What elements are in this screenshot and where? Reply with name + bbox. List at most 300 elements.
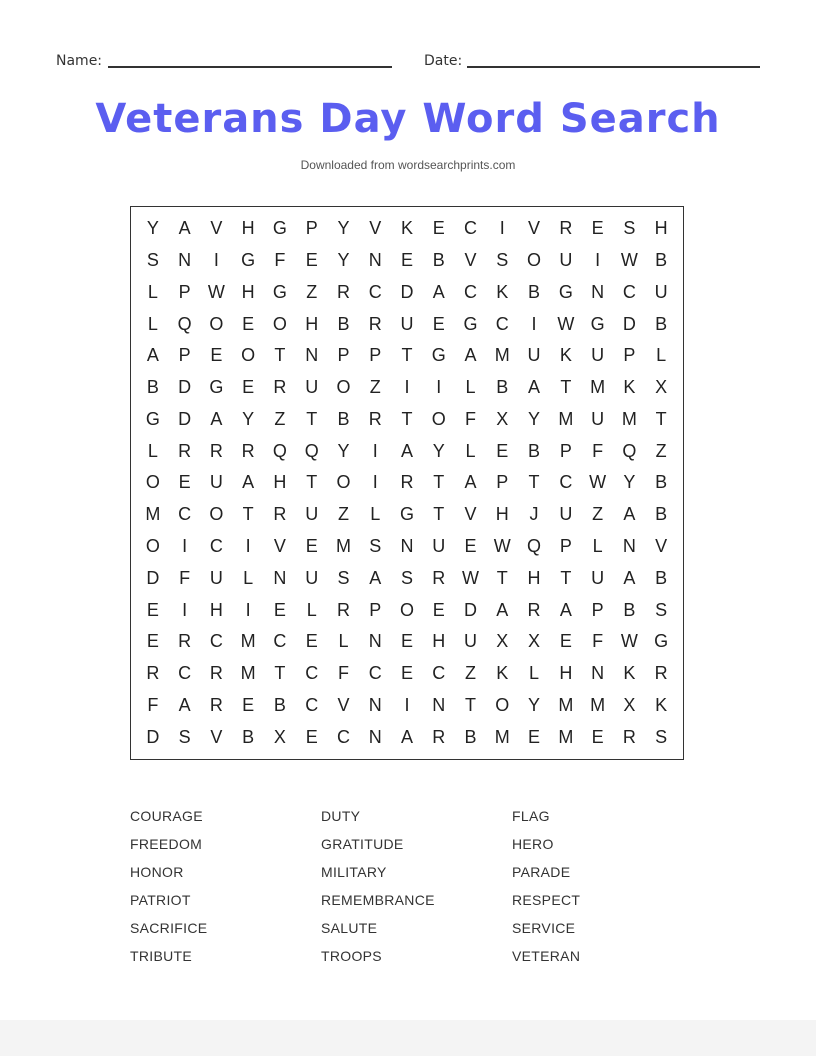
grid-letter[interactable]: T — [433, 472, 445, 493]
grid-letter[interactable]: B — [623, 599, 636, 620]
grid-letter[interactable]: M — [558, 726, 574, 747]
grid-letter[interactable]: K — [496, 663, 509, 684]
grid-letter[interactable]: U — [305, 504, 319, 525]
grid-letter[interactable]: S — [178, 726, 191, 747]
grid-letter[interactable]: E — [591, 726, 604, 747]
grid-letter[interactable]: R — [400, 472, 414, 493]
grid-letter[interactable]: E — [178, 472, 191, 493]
grid-letter[interactable]: L — [147, 440, 158, 461]
grid-letter[interactable]: C — [178, 504, 192, 525]
grid-letter[interactable]: U — [559, 504, 573, 525]
grid-letter[interactable]: S — [655, 726, 668, 747]
grid-letter[interactable]: B — [337, 313, 350, 334]
grid-letter[interactable]: B — [146, 377, 159, 398]
grid-letter[interactable]: C — [464, 281, 478, 302]
grid-letter[interactable]: P — [178, 281, 191, 302]
grid-letter[interactable]: S — [146, 250, 159, 271]
grid-letter[interactable]: D — [178, 408, 192, 429]
grid-letter[interactable]: A — [464, 472, 477, 493]
grid-letter[interactable]: M — [145, 504, 161, 525]
grid-letter[interactable]: Y — [337, 440, 350, 461]
grid-letter[interactable]: U — [305, 377, 319, 398]
grid-letter[interactable]: F — [592, 631, 604, 652]
grid-letter[interactable]: V — [528, 218, 541, 239]
grid-letter[interactable]: X — [496, 408, 509, 429]
name-label: Name: — [56, 53, 103, 69]
grid-letter[interactable]: I — [245, 599, 251, 620]
grid-letter[interactable]: U — [591, 567, 605, 588]
grid-letter[interactable]: U — [400, 313, 414, 334]
grid-letter[interactable]: M — [590, 694, 606, 715]
grid-letter[interactable]: S — [496, 250, 509, 271]
grid-letter[interactable]: R — [432, 726, 446, 747]
grid-letter[interactable]: E — [146, 631, 159, 652]
grid-letter[interactable]: W — [620, 250, 638, 271]
grid-letter[interactable]: O — [431, 408, 446, 429]
grid-letter[interactable]: L — [243, 567, 254, 588]
grid-letter[interactable]: B — [528, 440, 541, 461]
grid-letter[interactable]: R — [336, 599, 350, 620]
grid-letter[interactable]: R — [241, 440, 255, 461]
grid-letter[interactable]: C — [273, 631, 287, 652]
grid-letter[interactable]: G — [399, 504, 414, 525]
grid-letter[interactable]: N — [273, 567, 287, 588]
grid-letter[interactable]: R — [368, 313, 382, 334]
grid-letter[interactable]: E — [305, 536, 318, 557]
grid-letter[interactable]: G — [431, 345, 446, 366]
grid-letter[interactable]: R — [178, 440, 192, 461]
grid-letter[interactable]: M — [590, 377, 606, 398]
grid-letter[interactable]: X — [496, 631, 509, 652]
grid-letter[interactable]: K — [623, 377, 636, 398]
grid-letter[interactable]: O — [145, 472, 160, 493]
grid-letter[interactable]: B — [337, 408, 350, 429]
grid-letter[interactable]: G — [209, 377, 224, 398]
grid-letter[interactable]: Z — [592, 504, 604, 525]
grid-letter[interactable]: U — [432, 536, 446, 557]
grid-letter[interactable]: Z — [655, 440, 667, 461]
grid-letter[interactable]: Y — [337, 250, 350, 271]
grid-letter[interactable]: A — [146, 345, 159, 366]
grid-letter[interactable]: T — [433, 504, 445, 525]
grid-letter[interactable]: Z — [369, 377, 381, 398]
grid-letter[interactable]: P — [559, 536, 572, 557]
grid-letter[interactable]: N — [432, 694, 446, 715]
grid-letter[interactable]: C — [368, 281, 382, 302]
word-item: COURAGE — [130, 808, 203, 824]
grid-letter[interactable]: O — [209, 313, 224, 334]
grid-letter[interactable]: B — [655, 472, 668, 493]
grid-letter[interactable]: S — [623, 218, 636, 239]
grid-letter[interactable]: A — [400, 440, 413, 461]
grid-letter[interactable]: R — [209, 694, 223, 715]
grid-letter[interactable]: I — [531, 313, 537, 334]
grid-letter[interactable]: P — [178, 345, 191, 366]
grid-letter[interactable]: Y — [432, 440, 445, 461]
grid-letter[interactable]: V — [210, 218, 223, 239]
grid-letter[interactable]: K — [496, 281, 509, 302]
grid-letter[interactable]: T — [528, 472, 540, 493]
grid-letter[interactable]: A — [242, 472, 255, 493]
grid-letter[interactable]: R — [368, 408, 382, 429]
grid-letter[interactable]: F — [274, 250, 286, 271]
grid-letter[interactable]: W — [557, 313, 575, 334]
grid-letter[interactable]: S — [369, 536, 382, 557]
grid-letter[interactable]: B — [528, 281, 541, 302]
grid-letter[interactable]: L — [147, 281, 158, 302]
grid-letter[interactable]: N — [400, 536, 414, 557]
grid-letter[interactable]: L — [465, 440, 476, 461]
grid-letter[interactable]: C — [178, 663, 192, 684]
grid-letter[interactable]: P — [591, 599, 604, 620]
grid-letter[interactable]: C — [464, 218, 478, 239]
grid-letter[interactable]: C — [559, 472, 573, 493]
grid-letter[interactable]: E — [432, 599, 445, 620]
grid-letter[interactable]: B — [273, 694, 286, 715]
grid-letter[interactable]: O — [495, 694, 510, 715]
grid-letter[interactable]: L — [338, 631, 349, 652]
grid-letter[interactable]: B — [242, 726, 255, 747]
grid-letter[interactable]: I — [182, 599, 188, 620]
grid-letter[interactable]: O — [336, 377, 351, 398]
grid-letter[interactable]: R — [178, 631, 192, 652]
grid-letter[interactable]: K — [400, 218, 413, 239]
grid-letter[interactable]: P — [369, 345, 382, 366]
grid-letter[interactable]: E — [210, 345, 223, 366]
grid-letter[interactable]: P — [305, 218, 318, 239]
grid-letter[interactable]: I — [595, 250, 601, 271]
grid-letter[interactable]: B — [655, 567, 668, 588]
word-item: FREEDOM — [130, 836, 203, 852]
grid-letter[interactable]: W — [493, 536, 511, 557]
grid-letter[interactable]: C — [336, 726, 350, 747]
date-field[interactable] — [467, 66, 760, 68]
grid-letter[interactable]: F — [147, 694, 159, 715]
grid-letter[interactable]: A — [432, 281, 445, 302]
grid-letter[interactable]: C — [432, 663, 446, 684]
grid-letter[interactable]: Q — [177, 313, 192, 334]
grid-letter[interactable]: G — [558, 281, 573, 302]
grid-letter[interactable]: V — [464, 504, 477, 525]
grid-letter[interactable]: B — [655, 313, 668, 334]
grid-letter[interactable]: X — [528, 631, 541, 652]
grid-letter[interactable]: E — [400, 631, 413, 652]
grid-letter[interactable]: R — [527, 599, 541, 620]
grid-letter[interactable]: H — [305, 313, 319, 334]
grid-letter[interactable]: A — [559, 599, 572, 620]
grid-letter[interactable]: C — [305, 663, 319, 684]
grid-letter[interactable]: G — [463, 313, 478, 334]
grid-letter[interactable]: A — [210, 408, 223, 429]
grid-letter[interactable]: H — [559, 663, 573, 684]
grid-letter[interactable]: L — [529, 663, 540, 684]
grid-letter[interactable]: E — [242, 313, 255, 334]
grid-letter[interactable]: N — [368, 250, 382, 271]
grid-letter[interactable]: V — [369, 218, 382, 239]
grid-letter[interactable]: X — [273, 726, 286, 747]
grid-letter[interactable]: W — [462, 567, 480, 588]
grid-letter[interactable]: D — [400, 281, 414, 302]
grid-letter[interactable]: U — [464, 631, 478, 652]
page-title: Veterans Day Word Search — [95, 96, 721, 142]
grid-letter[interactable]: O — [336, 472, 351, 493]
grid-letter[interactable]: Q — [527, 536, 542, 557]
grid-letter[interactable]: E — [591, 218, 604, 239]
grid-letter[interactable]: V — [273, 536, 286, 557]
grid-letter[interactable]: T — [465, 694, 477, 715]
name-field[interactable] — [108, 66, 392, 68]
grid-letter[interactable]: C — [209, 536, 223, 557]
grid-letter[interactable]: P — [496, 472, 509, 493]
grid-letter[interactable]: W — [589, 472, 607, 493]
grid-letter[interactable]: U — [527, 345, 541, 366]
grid-letter[interactable]: O — [399, 599, 414, 620]
grid-letter[interactable]: M — [494, 345, 510, 366]
grid-letter[interactable]: S — [337, 567, 350, 588]
word-item: VETERAN — [512, 948, 581, 964]
grid-letter[interactable]: G — [272, 281, 287, 302]
grid-letter[interactable]: N — [305, 345, 319, 366]
grid-letter[interactable]: O — [272, 313, 287, 334]
grid-letter[interactable]: T — [306, 408, 318, 429]
grid-letter[interactable]: N — [622, 536, 636, 557]
grid-letter[interactable]: T — [401, 345, 413, 366]
grid-letter[interactable]: H — [241, 218, 255, 239]
grid-letter[interactable]: O — [241, 345, 256, 366]
grid-letter[interactable]: E — [496, 440, 509, 461]
grid-letter[interactable]: Y — [146, 218, 159, 239]
grid-letter[interactable]: D — [622, 313, 636, 334]
grid-letter[interactable]: G — [654, 631, 669, 652]
grid-letter[interactable]: D — [464, 599, 478, 620]
grid-letter[interactable]: T — [655, 408, 667, 429]
grid-letter[interactable]: X — [623, 694, 636, 715]
grid-letter[interactable]: E — [305, 726, 318, 747]
grid-letter[interactable]: N — [368, 694, 382, 715]
grid-letter[interactable]: Y — [623, 472, 636, 493]
grid-letter[interactable]: E — [464, 536, 477, 557]
grid-letter[interactable]: N — [591, 663, 605, 684]
word-item: SALUTE — [321, 920, 378, 936]
grid-letter[interactable]: D — [146, 726, 160, 747]
grid-letter[interactable]: N — [178, 250, 192, 271]
grid-letter[interactable]: K — [655, 694, 668, 715]
grid-letter[interactable]: A — [400, 726, 413, 747]
grid-letter[interactable]: O — [209, 504, 224, 525]
grid-letter[interactable]: V — [210, 726, 223, 747]
grid-letter[interactable]: Y — [242, 408, 255, 429]
grid-letter[interactable]: U — [591, 408, 605, 429]
grid-letter[interactable]: B — [655, 250, 668, 271]
grid-letter[interactable]: R — [336, 281, 350, 302]
grid-letter[interactable]: M — [621, 408, 637, 429]
grid-letter[interactable]: N — [591, 281, 605, 302]
grid-letter[interactable]: I — [404, 694, 410, 715]
grid-letter[interactable]: K — [623, 663, 636, 684]
grid-letter[interactable]: V — [337, 694, 350, 715]
grid-letter[interactable]: P — [623, 345, 636, 366]
grid-letter[interactable]: F — [337, 663, 349, 684]
grid-letter[interactable]: E — [273, 599, 286, 620]
grid-letter[interactable]: I — [436, 377, 442, 398]
grid-letter[interactable]: U — [305, 567, 319, 588]
grid-letter[interactable]: L — [465, 377, 476, 398]
grid-letter[interactable]: Z — [274, 408, 286, 429]
grid-letter[interactable]: G — [145, 408, 160, 429]
grid-letter[interactable]: X — [655, 377, 668, 398]
grid-letter[interactable]: P — [559, 440, 572, 461]
grid-letter[interactable]: Z — [465, 663, 477, 684]
grid-letter[interactable]: A — [178, 218, 191, 239]
grid-letter[interactable]: A — [496, 599, 509, 620]
grid-letter[interactable]: E — [432, 313, 445, 334]
grid-letter[interactable]: L — [592, 536, 603, 557]
grid-letter[interactable]: H — [273, 472, 287, 493]
grid-letter[interactable]: B — [432, 250, 445, 271]
grid-letter[interactable]: D — [146, 567, 160, 588]
grid-letter[interactable]: G — [272, 218, 287, 239]
grid-letter[interactable]: E — [305, 631, 318, 652]
grid-letter[interactable]: C — [495, 313, 509, 334]
grid-letter[interactable]: B — [496, 377, 509, 398]
grid-letter[interactable]: N — [368, 631, 382, 652]
grid-letter[interactable]: A — [528, 377, 541, 398]
grid-letter[interactable]: C — [305, 694, 319, 715]
grid-letter[interactable]: L — [306, 599, 317, 620]
grid-letter[interactable]: K — [559, 345, 572, 366]
grid-letter[interactable]: H — [241, 281, 255, 302]
grid-letter[interactable]: E — [432, 218, 445, 239]
grid-letter[interactable]: H — [495, 504, 509, 525]
grid-letter[interactable]: E — [400, 663, 413, 684]
grid-letter[interactable]: I — [372, 472, 378, 493]
grid-letter[interactable]: U — [591, 345, 605, 366]
grid-letter[interactable]: I — [372, 440, 378, 461]
grid-letter[interactable]: I — [404, 377, 410, 398]
grid-letter[interactable]: M — [558, 408, 574, 429]
word-list — [130, 808, 730, 976]
grid-letter[interactable]: F — [465, 408, 477, 429]
grid-letter[interactable]: T — [560, 567, 572, 588]
grid-letter[interactable]: E — [146, 599, 159, 620]
word-item: HONOR — [130, 864, 184, 880]
grid-letter[interactable]: O — [145, 536, 160, 557]
grid-letter[interactable]: Y — [337, 218, 350, 239]
grid-letter[interactable]: Q — [622, 440, 637, 461]
grid-letter[interactable]: R — [273, 504, 287, 525]
grid-letter[interactable]: O — [527, 250, 542, 271]
grid-letter[interactable]: Z — [306, 281, 318, 302]
grid-letter[interactable]: G — [241, 250, 256, 271]
grid-letter[interactable]: R — [209, 440, 223, 461]
grid-letter[interactable]: U — [209, 567, 223, 588]
grid-letter[interactable]: J — [529, 504, 539, 525]
grid-letter[interactable]: W — [207, 281, 225, 302]
grid-letter[interactable]: Y — [528, 408, 541, 429]
grid-letter[interactable]: R — [209, 663, 223, 684]
grid-letter[interactable]: B — [464, 726, 477, 747]
grid-letter[interactable]: C — [368, 663, 382, 684]
grid-letter[interactable]: U — [209, 472, 223, 493]
grid-letter[interactable]: F — [592, 440, 604, 461]
grid-letter[interactable]: V — [464, 250, 477, 271]
grid-letter[interactable]: T — [242, 504, 254, 525]
grid-letter[interactable]: M — [558, 694, 574, 715]
grid-letter[interactable]: P — [369, 599, 382, 620]
grid-letter[interactable]: A — [464, 345, 477, 366]
grid-letter[interactable]: H — [209, 599, 223, 620]
word-item: PATRIOT — [130, 892, 191, 908]
grid-letter[interactable]: R — [146, 663, 160, 684]
grid-letter[interactable]: F — [179, 567, 191, 588]
grid-letter[interactable]: S — [400, 567, 413, 588]
grid-letter[interactable]: H — [654, 218, 668, 239]
grid-letter[interactable]: H — [527, 567, 541, 588]
grid-letter[interactable]: D — [178, 377, 192, 398]
grid-letter[interactable]: Q — [272, 440, 287, 461]
grid-letter[interactable]: E — [559, 631, 572, 652]
grid-letter[interactable]: T — [496, 567, 508, 588]
grid-letter[interactable]: L — [147, 313, 158, 334]
grid-letter[interactable]: C — [209, 631, 223, 652]
grid-letter[interactable]: T — [401, 408, 413, 429]
grid-letter[interactable]: E — [528, 726, 541, 747]
grid-letter[interactable]: E — [400, 250, 413, 271]
grid-letter[interactable]: E — [242, 377, 255, 398]
grid-letter[interactable]: A — [623, 567, 636, 588]
grid-letter[interactable]: A — [178, 694, 191, 715]
grid-letter[interactable]: A — [369, 567, 382, 588]
grid-letter[interactable]: E — [242, 694, 255, 715]
grid-letter[interactable]: I — [213, 250, 219, 271]
grid-letter[interactable]: R — [559, 218, 573, 239]
grid-letter[interactable]: C — [622, 281, 636, 302]
grid-letter[interactable]: T — [274, 345, 286, 366]
grid-letter[interactable]: U — [654, 281, 668, 302]
grid-letter[interactable]: G — [590, 313, 605, 334]
grid-letter[interactable]: I — [182, 536, 188, 557]
grid-letter[interactable]: R — [654, 663, 668, 684]
grid-letter[interactable]: W — [620, 631, 638, 652]
grid-letter[interactable]: R — [273, 377, 287, 398]
grid-letter[interactable]: M — [335, 536, 351, 557]
grid-letter[interactable]: V — [655, 536, 668, 557]
grid-letter[interactable]: E — [305, 250, 318, 271]
grid-letter[interactable]: I — [245, 536, 251, 557]
grid-letter[interactable]: H — [432, 631, 446, 652]
grid-letter[interactable]: I — [499, 218, 505, 239]
grid-letter[interactable]: Y — [528, 694, 541, 715]
grid-letter[interactable]: P — [337, 345, 350, 366]
grid-letter[interactable]: L — [370, 504, 381, 525]
grid-letter[interactable]: S — [655, 599, 668, 620]
grid-letter[interactable]: U — [559, 250, 573, 271]
grid-letter[interactable]: Q — [304, 440, 319, 461]
grid-letter[interactable]: T — [306, 472, 318, 493]
grid-letter[interactable]: A — [623, 504, 636, 525]
grid-letter[interactable]: T — [560, 377, 572, 398]
grid-letter[interactable]: R — [432, 567, 446, 588]
grid-letter[interactable]: B — [655, 504, 668, 525]
grid-letter[interactable]: Z — [337, 504, 349, 525]
grid-letter[interactable]: T — [274, 663, 286, 684]
grid-letter[interactable]: L — [656, 345, 667, 366]
grid-letter[interactable]: M — [240, 663, 256, 684]
grid-letter[interactable]: M — [494, 726, 510, 747]
grid-letter[interactable]: R — [622, 726, 636, 747]
grid-letter[interactable]: N — [368, 726, 382, 747]
grid-letter[interactable]: M — [240, 631, 256, 652]
